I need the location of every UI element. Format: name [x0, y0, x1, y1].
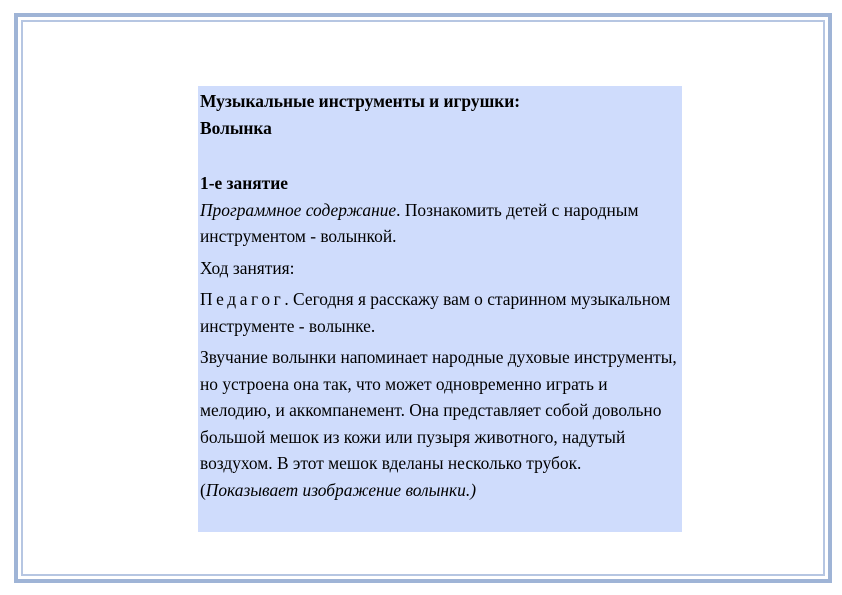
teacher-label: Педагог — [200, 289, 285, 309]
lesson-text-box — [198, 86, 682, 532]
body-text: Звучание волынки напоминает народные духовые инструменты, но устроена она так, что может одновременно играть и мелодию, и аккомпанемент. Она представляет собой довольно большой мешок из кожи или пузыря животного, надутый воздухом. В этот мешок вделаны несколько трубок. — [200, 347, 677, 473]
goal-paragraph — [200, 197, 680, 250]
title-line-2: Волынка — [200, 117, 272, 138]
teacher-text: . Сегодня я расскажу вам о старинном музыкальном инструменте - волынке. — [200, 289, 671, 336]
title-line-1: Музыкальные инструменты и игрушки: — [200, 91, 521, 111]
lesson-heading: 1-е занятие — [200, 173, 288, 193]
note-open: ( — [200, 479, 206, 500]
body-paragraph — [200, 344, 680, 503]
teacher-paragraph — [200, 286, 680, 339]
course-label: Ход занятия: — [200, 257, 295, 278]
goal-label: Программное содержание — [200, 199, 397, 220]
note-text: Показывает изображение волынки.) — [205, 479, 476, 500]
spacer — [200, 141, 680, 170]
course-paragraph — [200, 255, 680, 282]
goal-text: . Познакомить детей с народным инструментом - волынкой. — [200, 199, 639, 246]
